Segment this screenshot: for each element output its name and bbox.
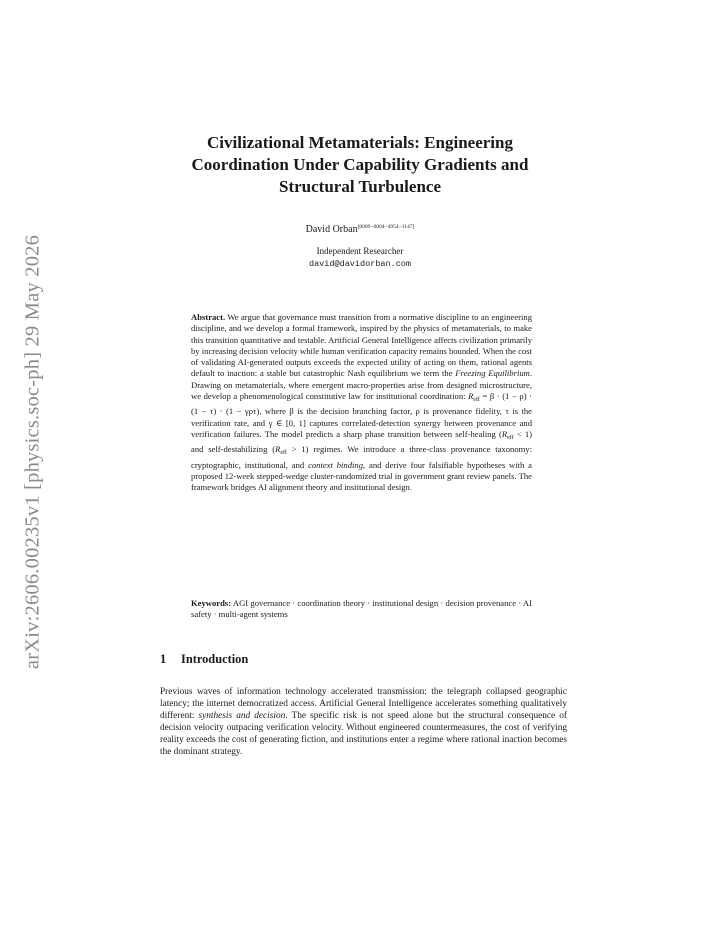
keywords-label: Keywords: — [191, 598, 232, 608]
keywords — [191, 598, 532, 621]
less-than-one: < 1 — [513, 428, 530, 439]
author-line — [160, 220, 560, 237]
abstract-text-5: ) regimes. We introduce a three-class provenance taxonomy: cryptographic, institutional, and — [191, 444, 532, 470]
author-email[interactable]: david@davidorban.com — [308, 259, 412, 269]
affiliation: Independent Researcher — [316, 246, 404, 256]
r-eff-symbol-2: R — [275, 444, 281, 455]
section-number: 1 — [160, 652, 167, 666]
intro-paragraph — [160, 686, 567, 759]
abstract-text-6: , and derive four falsifiable hypotheses with a proposed 12-week stepped-wedge cluster-randomized trial in government grant review panels. The framework bridges AI alignment theory and institutional design. — [191, 459, 532, 493]
freezing-equilibrium-term: Freezing Equilibrium — [455, 368, 530, 379]
abstract — [191, 312, 532, 493]
abstract-text-2: . Drawing on metamaterials, where emergent macro-properties arise from designed microstructure, we develop a phenomenological constitutive law for institutional coordination: — [191, 368, 532, 402]
section-title: Introduction — [181, 652, 249, 666]
abstract-text-3: , where β is the decision branching factor, ρ is provenance fidelity, τ is the verification rate, and γ ∈ [0, 1] captures correlated-detection synergy between provenance and verification failures. The model predicts a sharp phase transition between self-healing ( — [191, 406, 532, 439]
abstract-text-1: We argue that governance must transition from a normative discipline to an engineering discipline, and we develop a formal framework, inspired by the physics of metamaterials, to make this transition quantitative and testable. Artificial General Intelligence affects civilization primarily by increasing decision velocity while human verification capacity remains bounded. When the cost of validating AI-generated outputs exceeds the expected utility of acting on them, rational agents default to inaction: a stable but catastrophic Nash equilibrium we term the — [191, 312, 532, 379]
author-orcid: [0009−0004−4954−1147] — [357, 224, 415, 230]
intro-text-2: . The specific risk is not speed alone but the structural consequence of decision velocity outpacing verification velocity. Without engineered countermeasures, the cost of verifying reality exceeds the cost of generating fiction, and institutions enter a regime where rational inaction becomes the dominant strategy. — [160, 711, 567, 758]
intro-text-1: Previous waves of information technology accelerated transmission: the telegraph collapsed geographic latency; the internet democratized access. Artificial General Intelligence accelerates something qualitatively different: — [160, 687, 567, 722]
equation-eff: eff — [473, 397, 480, 404]
arxiv-sidebar — [20, 212, 46, 692]
author-name: David Orban — [305, 224, 358, 235]
r-eff-subscript: eff — [507, 434, 514, 441]
paper-title: Civilizational Metamaterials: Engineering Coordination Under Capability Gradients and Structural Turbulence — [191, 133, 529, 196]
abstract-label: Abstract. — [191, 312, 226, 322]
keywords-text: AGI governance · coordination theory · institutional design · decision provenance · AI safety · multi-agent systems — [191, 598, 532, 620]
greater-than-one: > 1 — [286, 444, 306, 455]
arxiv-identifier: arXiv:2606.00235v1 [physics.soc-ph] 29 May 2026 — [21, 234, 44, 670]
equation-rhs: = β · (1 − ρ) · (1 − τ) · (1 − γρτ) — [191, 391, 532, 417]
r-eff-subscript-2: eff — [280, 450, 287, 457]
r-eff-symbol: R — [501, 428, 508, 439]
section-heading — [160, 651, 248, 667]
context-binding-term: context binding — [308, 459, 363, 470]
abstract-text-4: ) and self-destabilizing ( — [191, 428, 532, 455]
equation-r: R — [468, 391, 474, 402]
affiliation-block — [160, 245, 560, 271]
intro-emphasis: synthesis and decision — [198, 711, 286, 722]
